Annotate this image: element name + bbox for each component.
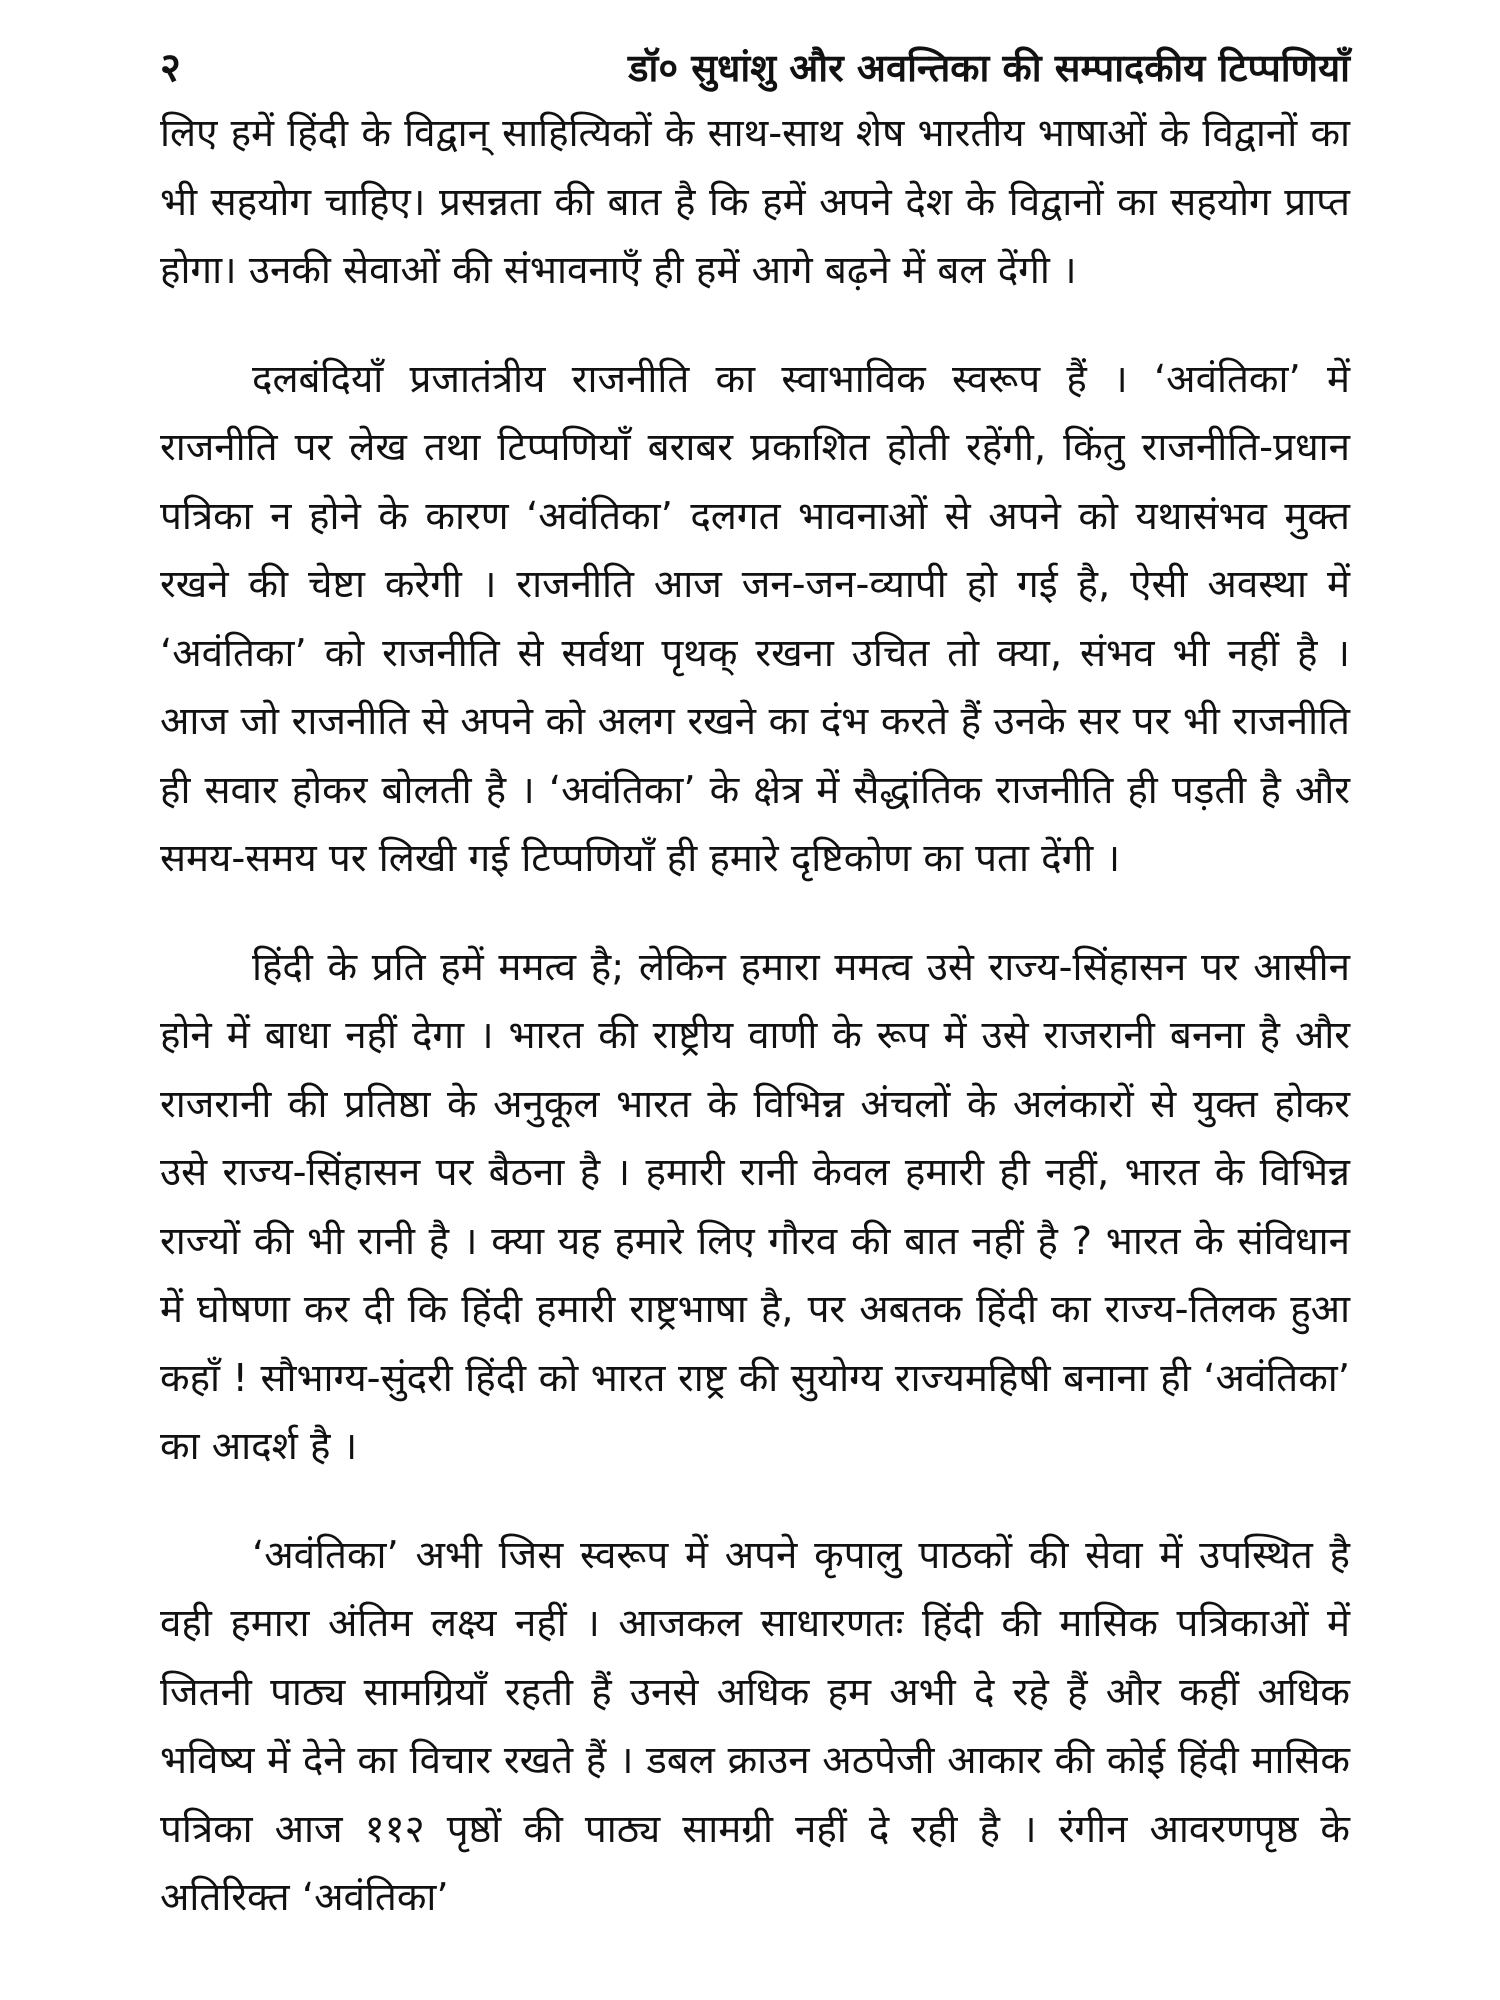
paragraph-continuation: लिए हमें हिंदी के विद्वान् साहित्यिकों के साथ-साथ शेष भारतीय भाषाओं के विद्वानों का भी सहयोग चाहिए। प्रसन्नता की बात है कि हमें अपने देश के विद्वानों का सहयोग प्राप्त होगा। उनकी सेवाओं की संभावनाएँ ही हमें आगे बढ़ने में बल देंगी ।: [160, 111, 1350, 293]
paragraph-politics: दलबंदियाँ प्रजातंत्रीय राजनीति का स्वाभाविक स्वरूप हैं । ‘अवंतिका’ में राजनीति पर लेख तथा टिप्पणियाँ बराबर प्रकाशित होती रहेंगी, किंतु राजनीति-प्रधान पत्रिका न होने के कारण ‘अवंतिका’ दलगत भावनाओं से अपने को यथासंभव मुक्त रखने की चेष्टा करेगी । राजनीति आज जन-जन-व्यापी हो गई है, ऐसी अवस्था में ‘अवंतिका’ को राजनीति से सर्वथा पृथक् रखना उचित तो क्या, संभव भी नहीं है । आज जो राजनीति से अपने को अलग रखने का दंभ करते हैं उनके सर पर भी राजनीति ही सवार होकर बोलती है । ‘अवंतिका’ के क्षेत्र में सैद्धांतिक राजनीति ही पड़ती है और समय-समय पर लिखी गई टिप्पणियाँ ही हमारे दृष्टिकोण का पता देंगी ।: [160, 356, 1350, 881]
page-number: २: [160, 45, 181, 91]
running-title: डॉ० सुधांशु और अवन्तिका की सम्पादकीय टिप्पणियाँ: [628, 46, 1350, 90]
paragraph-avantika-form: ‘अवंतिका’ अभी जिस स्वरूप में अपने कृपालु पाठकों की सेवा में उपस्थित है वही हमारा अंतिम लक्ष्य नहीं । आजकल साधारणतः हिंदी की मासिक पत्रिकाओं में जितनी पाठ्य सामग्रियाँ रहती हैं उनसे अधिक हम अभी दे रहे हैं और कहीं अधिक भविष्य में देने का विचार रखते हैं । डबल क्राउन अठपेजी आकार की कोई हिंदी मासिक पत्रिका आज ११२ पृष्ठों की पाठ्य सामग्री नहीं दे रही है । रंगीन आवरणपृष्ठ के अतिरिक्त ‘अवंतिका’: [160, 1532, 1350, 1920]
body-text: [160, 100, 1350, 1933]
paragraph-hindi: हिंदी के प्रति हमें ममत्व है; लेकिन हमारा ममत्व उसे राज्य-सिंहासन पर आसीन होने में बाधा नहीं देगा । भारत की राष्ट्रीय वाणी के रूप में उसे राजरानी बनना है और राजरानी की प्रतिष्ठा के अनुकूल भारत के विभिन्न अंचलों के अलंकारों से युक्त होकर उसे राज्य-सिंहासन पर बैठना है । हमारी रानी केवल हमारी ही नहीं, भारत के विभिन्न राज्यों की भी रानी है । क्या यह हमारे लिए गौरव की बात नहीं है ? भारत के संविधान में घोषणा कर दी कि हिंदी हमारी राष्ट्रभाषा है, पर अबतक हिंदी का राज्य-तिलक हुआ कहाँ ! सौभाग्य-सुंदरी हिंदी को भारत राष्ट्र की सुयोग्य राज्यमहिषी बनाना ही ‘अवंतिका’ का आदर्श है ।: [160, 944, 1350, 1469]
running-header: [160, 38, 1350, 98]
